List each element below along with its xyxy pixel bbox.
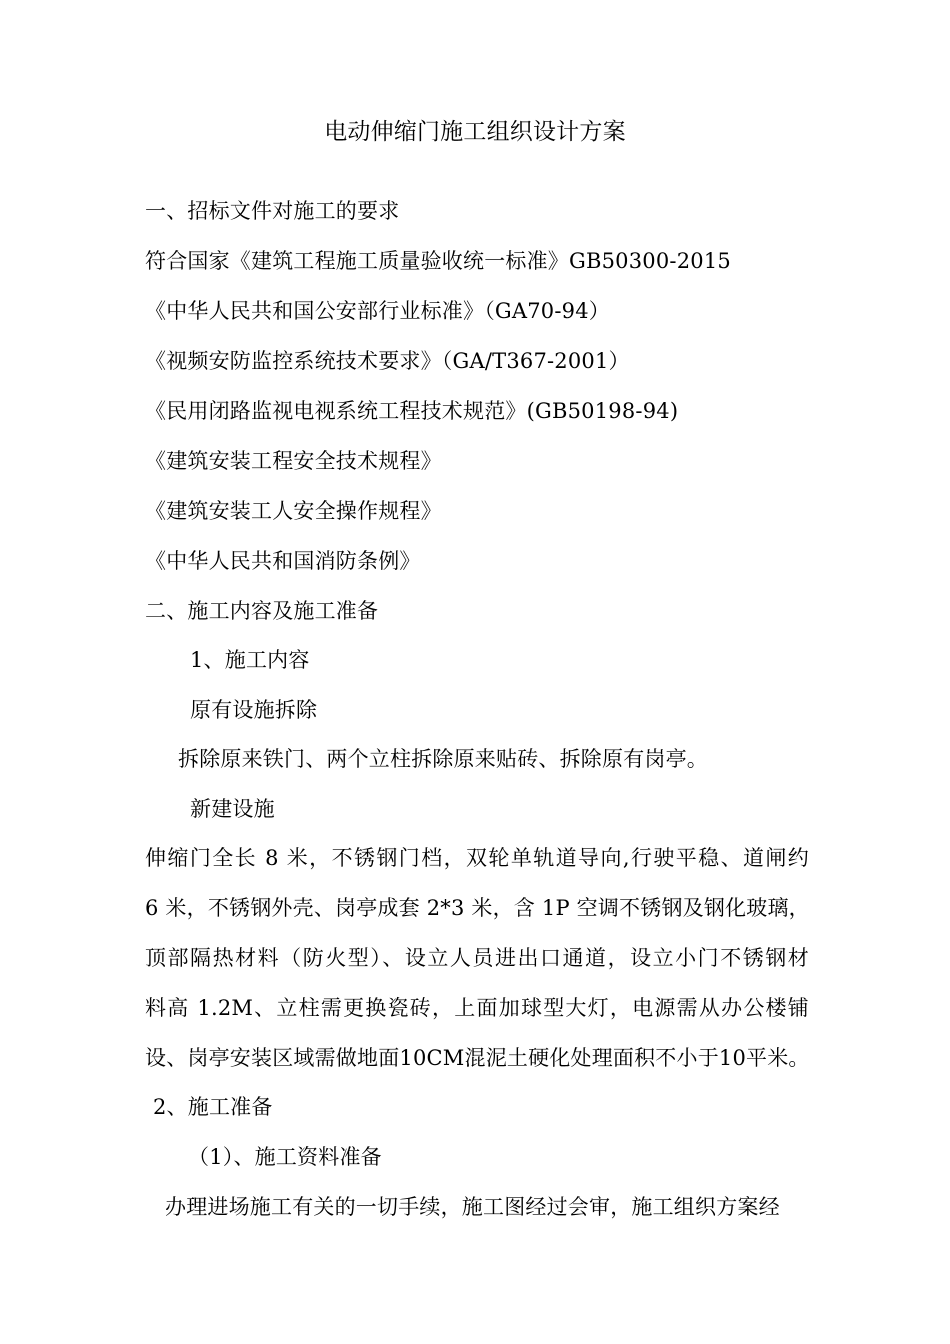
new-facilities-text-line: 伸缩门全长 8 米，不锈钢门档，双轮单轨道导向,行驶平稳、道闸约 [145, 846, 809, 870]
subsection-heading-documents: （1）、施工资料准备 [188, 1145, 382, 1169]
preparation-text: 办理进场施工有关的一切手续，施工图经过会审，施工组织方案经 [165, 1195, 780, 1219]
section-heading-construction: 二、施工内容及施工准备 [145, 599, 379, 623]
section-heading-requirements: 一、招标文件对施工的要求 [145, 199, 400, 223]
standard-item: 《视频安防监控系统技术要求》（GA/T367-2001） [145, 349, 630, 373]
new-facilities-text-line: 6 米，不锈钢外壳、岗亭成套 2*3 米，含 1P 空调不锈钢及钢化玻璃， [145, 896, 810, 920]
new-facilities-heading: 新建设施 [190, 797, 275, 821]
standard-item: 符合国家《建筑工程施工质量验收统一标准》GB50300-2015 [145, 249, 731, 273]
subsection-heading-preparation: 2、施工准备 [153, 1095, 273, 1119]
demolition-text: 拆除原来铁门、两个立柱拆除原来贴砖、拆除原有岗亭。 [178, 747, 708, 771]
standard-item: 《中华人民共和国公安部行业标准》（GA70-94） [145, 299, 610, 323]
new-facilities-text-line: 料高 1.2M、立柱需更换瓷砖，上面加球型大灯，电源需从办公楼铺 [145, 996, 809, 1020]
standard-item: 《建筑安装工人安全操作规程》 [145, 499, 442, 523]
standard-item: 《民用闭路监视电视系统工程技术规范》(GB50198-94) [145, 399, 679, 423]
demolition-heading: 原有设施拆除 [190, 698, 318, 722]
subsection-heading-content: 1、施工内容 [190, 648, 310, 672]
new-facilities-text-line: 顶部隔热材料（防火型）、设立人员进出口通道，设立小门不锈钢材 [145, 946, 809, 970]
new-facilities-text-line: 设、岗亭安装区域需做地面10CM混泥土硬化处理面积不小于10平米。 [145, 1046, 810, 1070]
standard-item: 《建筑安装工程安全技术规程》 [145, 449, 442, 473]
standard-item: 《中华人民共和国消防条例》 [145, 549, 421, 573]
document-title: 电动伸缩门施工组织设计方案 [324, 119, 626, 145]
